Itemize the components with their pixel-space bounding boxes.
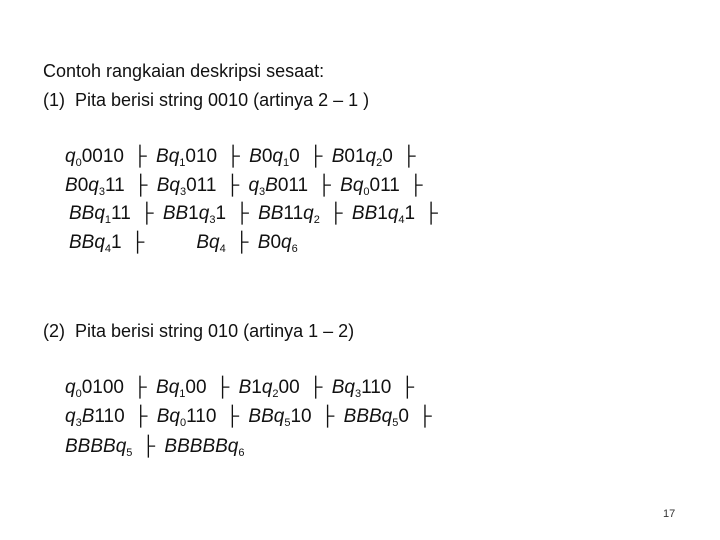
example-2-row-2 <box>65 406 441 428</box>
configuration: $BB1q_41$ <box>351 203 416 226</box>
turnstile-symbol: ├ <box>400 377 415 398</box>
turnstile-symbol: ├ <box>133 406 148 427</box>
turnstile-symbol: ├ <box>329 203 343 224</box>
turnstile-symbol: ├ <box>133 377 147 398</box>
example-1-row-4 <box>69 232 298 254</box>
configuration: $Bq_3011$ <box>156 175 217 198</box>
turnstile-symbol: ├ <box>133 175 148 196</box>
configuration: $Bq_4$ <box>196 232 226 255</box>
turnstile-symbol: ├ <box>320 406 335 427</box>
turnstile-symbol: ├ <box>235 232 249 253</box>
configuration: $BB11q_2$ <box>258 203 320 226</box>
configuration: BBq$_1$11 <box>69 203 131 226</box>
slide-title: Contoh rangkaian deskripsi sesaat: <box>43 61 325 81</box>
configuration: $B1q_200$ <box>238 377 300 400</box>
turnstile-symbol: ├ <box>308 377 323 398</box>
turnstile-symbol: ├ <box>141 436 156 457</box>
page-number: 17 <box>663 508 676 520</box>
turnstile-symbol: ├ <box>133 146 147 167</box>
example-1-row-3 <box>69 203 447 225</box>
turnstile-symbol: ├ <box>235 203 249 224</box>
turnstile-symbol: ├ <box>418 406 432 427</box>
configuration: $B0q_10$ <box>249 146 300 169</box>
example-1-row-1 <box>65 146 425 168</box>
turnstile-symbol: ├ <box>140 203 154 224</box>
turnstile-symbol: ├ <box>317 175 331 196</box>
configuration: $q_00010$ <box>65 146 124 169</box>
example-1-heading: (1) Pita berisi string 0010 (artinya 2 – 1 ) <box>43 90 370 110</box>
configuration: BBq$_5$10 <box>248 406 312 429</box>
configuration: $B0q_311$ <box>65 175 125 198</box>
configuration: BBBBq$_5$ <box>65 436 133 459</box>
configuration: $Bq_3110$ <box>331 377 392 400</box>
example-2-row-3 <box>65 436 244 458</box>
configuration: $B01q_20$ <box>331 146 393 169</box>
configuration: BBBq$_5$0 <box>343 406 409 429</box>
turnstile-symbol: ├ <box>225 175 240 196</box>
configuration: $B0q_6$ <box>257 232 298 255</box>
turnstile-symbol: ├ <box>226 146 240 167</box>
configuration: $Bq_1010$ <box>156 146 218 169</box>
example-1-row-2 <box>65 175 432 197</box>
configuration: $Bq_100$ <box>156 377 207 400</box>
configuration: $Bq_0110$ <box>156 406 217 429</box>
turnstile-symbol: ├ <box>308 146 323 167</box>
example-2-heading: (2) Pita berisi string 010 (artinya 1 – 2) <box>43 321 355 341</box>
turnstile-symbol: ├ <box>130 232 145 253</box>
turnstile-symbol: ├ <box>409 175 423 196</box>
configuration: $BB1q_31$ <box>162 203 227 226</box>
turnstile-symbol: ├ <box>424 203 438 224</box>
turnstile-symbol: ├ <box>402 146 416 167</box>
configuration: BBq$_4$1 <box>69 232 122 255</box>
example-2-row-1 <box>65 377 423 399</box>
configuration: $Bq_0011$ <box>340 175 400 198</box>
configuration: $q_00100$ <box>65 377 124 400</box>
configuration: $q_3B011$ <box>248 175 309 198</box>
turnstile-symbol: ├ <box>225 406 240 427</box>
configuration: BBBBBq$_6$ <box>164 436 245 459</box>
turnstile-symbol: ├ <box>215 377 230 398</box>
configuration: $q_3B110$ <box>65 406 125 429</box>
